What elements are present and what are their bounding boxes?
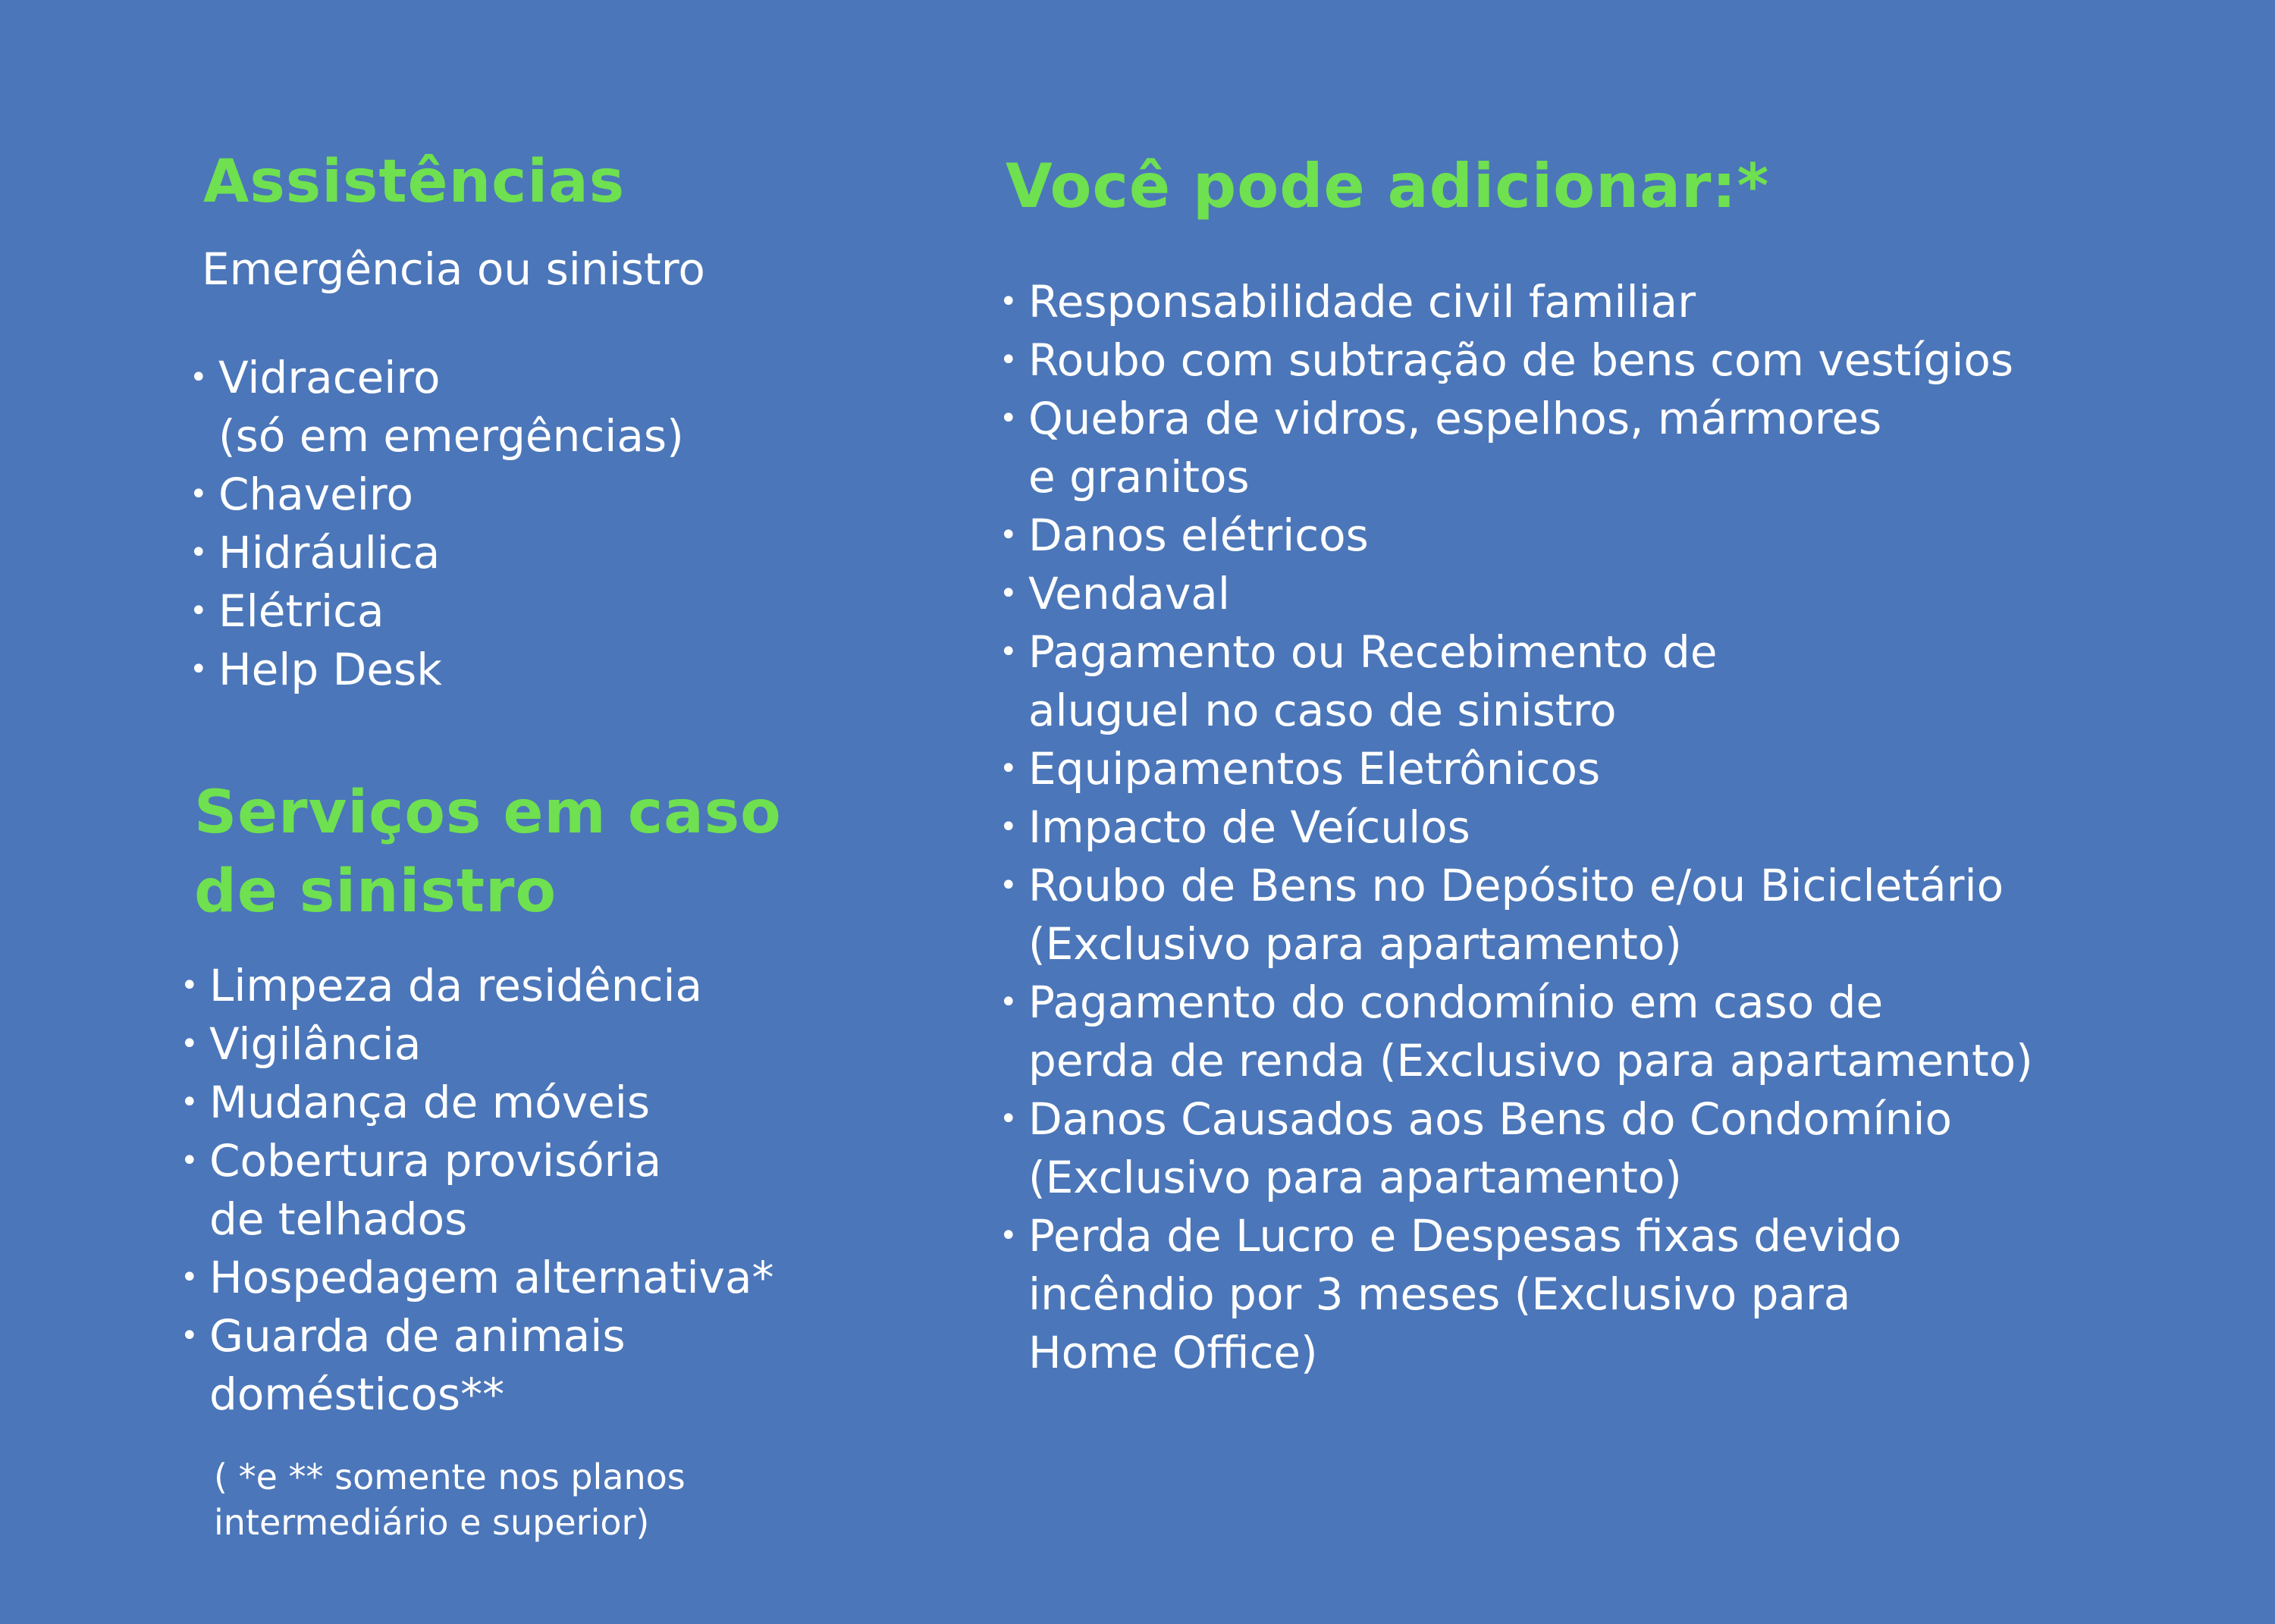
list-item-line: • Quebra de vidros, espelhos, mármores (1028, 393, 1882, 444)
list-item (1028, 390, 2033, 506)
servicos-heading-line: Serviços em caso (194, 779, 782, 847)
list-item-line: • Roubo de Bens no Depósito e/ou Bicicletário (1028, 860, 2004, 911)
list-item (1028, 1207, 2033, 1382)
list-item-line: (só em emergências) (218, 410, 684, 462)
list-item-line: • Elétrica (218, 585, 384, 637)
list-item (1028, 506, 2033, 565)
list-item (218, 641, 684, 699)
list-item-line: (Exclusivo para apartamento) (1028, 918, 1682, 970)
list-item-line: perda de renda (Exclusivo para apartamento) (1028, 1035, 2033, 1086)
list-item-line: • Perda de Lucro e Despesas fixas devido (1028, 1210, 1902, 1262)
assistencias-heading: Assistências (203, 148, 626, 216)
list-item (1028, 623, 2033, 740)
list-item-line: • Responsabilidade civil familiar (1028, 276, 1696, 328)
list-item (1028, 273, 2033, 331)
list-item-line: incêndio por 3 meses (Exclusivo para (1028, 1268, 1851, 1320)
list-item-line: • Danos Causados aos Bens do Condomínio (1028, 1093, 1952, 1145)
list-item (209, 957, 774, 1015)
servicos-list (209, 957, 774, 1424)
list-item-line: • Mudança de móveis (209, 1077, 651, 1128)
list-item (1028, 565, 2033, 623)
footnote-line: ( *e ** somente nos planos (214, 1456, 686, 1497)
list-item-line: domésticos** (209, 1368, 505, 1420)
list-item-line: • Equipamentos Eletrônicos (1028, 743, 1601, 795)
list-item-line: • Hospedagem alternativa* (209, 1252, 774, 1303)
list-item (1028, 857, 2033, 973)
list-item-line: • Cobertura provisória (209, 1135, 662, 1187)
list-item-line: • Vendaval (1028, 568, 1230, 619)
assistencias-list (218, 349, 684, 699)
footnote-line: intermediário e superior) (214, 1502, 650, 1543)
list-item-line: • Danos elétricos (1028, 509, 1369, 561)
list-item-line: • Help Desk (218, 644, 442, 695)
list-item-line: e granitos (1028, 451, 1250, 503)
list-item (218, 466, 684, 524)
list-item-line: • Impacto de Veículos (1028, 801, 1470, 853)
list-item (1028, 798, 2033, 857)
list-item-line: • Roubo com subtração de bens com vestígios (1028, 334, 2014, 386)
list-item-line: aluguel no caso de sinistro (1028, 685, 1617, 736)
optional-coverages-list (1028, 273, 2033, 1382)
list-item (209, 1015, 774, 1074)
servicos-heading-line: de sinistro (194, 857, 557, 926)
optional-coverages-heading: Você pode adicionar:* (1006, 151, 1770, 221)
list-item-line: • Chaveiro (218, 469, 413, 520)
list-item (209, 1307, 774, 1424)
list-item (1028, 740, 2033, 798)
list-item-line: • Guarda de animais (209, 1310, 626, 1362)
list-item (209, 1074, 774, 1132)
list-item-line: • Vigilância (209, 1018, 422, 1070)
list-item (209, 1132, 774, 1249)
list-item-line: • Vidraceiro (218, 352, 441, 403)
servicos-heading (194, 773, 782, 931)
list-item-line: • Hidráulica (218, 527, 441, 578)
list-item-line: Home Office) (1028, 1327, 1318, 1378)
list-item (209, 1249, 774, 1307)
plans-footnote (214, 1454, 686, 1545)
list-item (1028, 1090, 2033, 1207)
list-item-line: • Limpeza da residência (209, 960, 703, 1011)
list-item (218, 524, 684, 582)
assistencias-subtitle: Emergência ou sinistro (202, 243, 705, 295)
list-item-line: (Exclusivo para apartamento) (1028, 1152, 1682, 1203)
list-item-line: • Pagamento ou Recebimento de (1028, 626, 1718, 678)
list-item (218, 349, 684, 466)
list-item (1028, 973, 2033, 1090)
list-item (218, 582, 684, 641)
list-item-line: • Pagamento do condomínio em caso de (1028, 977, 1884, 1028)
list-item (1028, 331, 2033, 390)
list-item-line: de telhados (209, 1193, 468, 1245)
